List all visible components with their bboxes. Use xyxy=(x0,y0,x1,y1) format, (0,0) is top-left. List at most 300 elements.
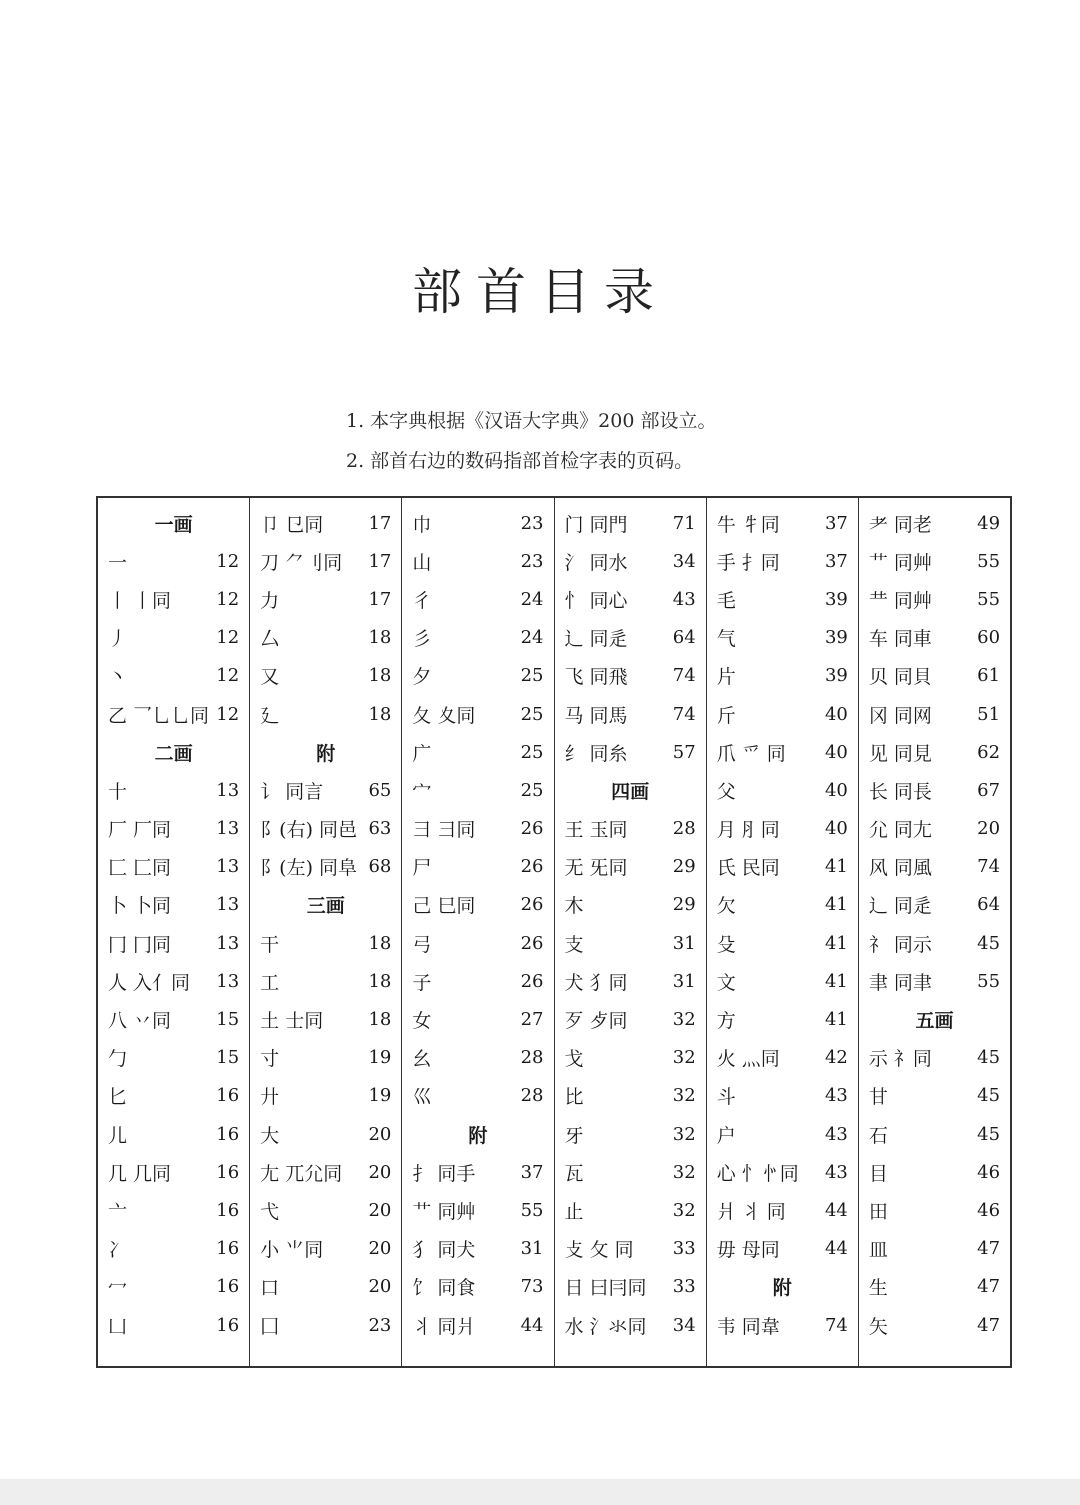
radical-label: 冖 xyxy=(108,1277,128,1300)
radical-entry xyxy=(565,1268,696,1306)
page-number: 47 xyxy=(977,1314,1001,1336)
page-number: 60 xyxy=(977,627,1001,649)
radical-label: 乙 乛乚乚同 xyxy=(108,704,210,727)
radical-entry xyxy=(717,1077,848,1115)
radical-label: 忄 同心 xyxy=(564,589,628,612)
index-column xyxy=(402,498,554,1366)
page-number: 18 xyxy=(368,665,392,687)
page-number: 37 xyxy=(824,550,848,572)
radical-label: 石 xyxy=(868,1124,888,1147)
radical-entry xyxy=(869,542,1000,580)
radical-label: 见 同見 xyxy=(868,742,932,765)
radical-label: 牛 牜同 xyxy=(716,513,780,536)
radical-entry xyxy=(260,1039,391,1077)
radical-entry xyxy=(565,695,696,733)
page-number: 33 xyxy=(672,1276,696,1298)
page-number: 26 xyxy=(520,932,544,954)
index-column xyxy=(555,498,707,1366)
page-number: 12 xyxy=(216,627,240,649)
page-number: 20 xyxy=(368,1199,392,1221)
radical-label: 火 灬同 xyxy=(716,1048,780,1071)
index-column xyxy=(250,498,402,1366)
page-number: 44 xyxy=(824,1238,848,1260)
radical-entry xyxy=(412,580,543,618)
radical-label: 毛 xyxy=(716,589,736,612)
page-number: 15 xyxy=(216,1047,240,1069)
index-column xyxy=(859,498,1010,1366)
page-number: 41 xyxy=(824,856,848,878)
radical-label: 弋 xyxy=(260,1200,280,1223)
radical-label: 巛 xyxy=(412,1086,432,1109)
radical-entry xyxy=(717,810,848,848)
bottom-bar xyxy=(0,1479,1080,1505)
page-number: 19 xyxy=(368,1085,392,1107)
radical-label: 风 同風 xyxy=(868,857,932,880)
radical-entry xyxy=(412,1153,543,1191)
radical-entry xyxy=(260,657,391,695)
radical-entry xyxy=(565,886,696,924)
radical-entry xyxy=(412,1306,543,1344)
page-number: 32 xyxy=(672,1009,696,1031)
radical-entry xyxy=(260,848,391,886)
page-number: 16 xyxy=(216,1199,240,1221)
radical-entry xyxy=(412,1230,543,1268)
radical-entry xyxy=(412,657,543,695)
radical-label: 土 士同 xyxy=(260,1010,324,1033)
radical-entry xyxy=(869,1039,1000,1077)
stroke-group-header: 二画 xyxy=(154,742,193,765)
radical-label: 广 xyxy=(412,742,432,765)
radical-label: 凵 xyxy=(108,1315,128,1338)
note-1: 1. 本字典根据《汉语大字典》200 部设立。 xyxy=(346,410,717,432)
page-number: 55 xyxy=(977,588,1001,610)
radical-entry xyxy=(260,695,391,733)
radical-label: 冈 同网 xyxy=(868,704,932,727)
radical-label: 辶 同辵 xyxy=(868,895,932,918)
radical-label: 冫 xyxy=(108,1239,128,1262)
page-number: 20 xyxy=(368,1276,392,1298)
radical-entry xyxy=(869,810,1000,848)
radical-entry xyxy=(260,810,391,848)
radical-label: 木 xyxy=(564,895,584,918)
stroke-group-header: 附 xyxy=(316,742,336,765)
page-number: 28 xyxy=(520,1047,544,1069)
page-number: 26 xyxy=(520,894,544,916)
radical-entry xyxy=(412,848,543,886)
radical-entry xyxy=(260,619,391,657)
radical-label: 彐 ⺕同 xyxy=(412,819,476,842)
page-number: 55 xyxy=(977,550,1001,572)
radical-entry xyxy=(260,771,391,809)
page-number: 20 xyxy=(368,1238,392,1260)
page-number: 32 xyxy=(672,1047,696,1069)
radical-entry xyxy=(565,580,696,618)
page-number: 46 xyxy=(977,1199,1001,1221)
radical-entry xyxy=(869,1306,1000,1344)
page-number: 16 xyxy=(216,1276,240,1298)
page-number: 64 xyxy=(977,894,1001,916)
radical-label: 欠 xyxy=(716,895,736,918)
radical-entry xyxy=(717,504,848,542)
radical-entry xyxy=(717,962,848,1000)
page-number: 18 xyxy=(368,970,392,992)
radical-label: 尢 兀尣同 xyxy=(260,1162,343,1185)
radical-entry xyxy=(717,657,848,695)
radical-entry xyxy=(565,1000,696,1038)
radical-label: 干 xyxy=(260,933,280,956)
page-number: 40 xyxy=(824,703,848,725)
page-number: 12 xyxy=(216,550,240,572)
page-number: 16 xyxy=(216,1161,240,1183)
radical-entry xyxy=(108,1191,239,1229)
radical-label: 爪 爫 同 xyxy=(716,742,786,765)
radical-entry xyxy=(260,924,391,962)
page-number: 67 xyxy=(977,779,1001,801)
index-column xyxy=(707,498,859,1366)
page-number: 16 xyxy=(216,1314,240,1336)
radical-entry xyxy=(869,1191,1000,1229)
radical-label: 爿 丬 同 xyxy=(716,1200,786,1223)
radical-entry xyxy=(717,1039,848,1077)
radical-entry xyxy=(717,1115,848,1153)
page-number: 41 xyxy=(824,932,848,954)
radical-entry xyxy=(260,1191,391,1229)
page-number: 62 xyxy=(977,741,1001,763)
page-number: 57 xyxy=(672,741,696,763)
page-number: 18 xyxy=(368,627,392,649)
page-number: 31 xyxy=(520,1238,544,1260)
page-number: 31 xyxy=(672,932,696,954)
radical-entry xyxy=(412,1039,543,1077)
radical-label: 斗 xyxy=(716,1086,736,1109)
radical-entry xyxy=(260,1153,391,1191)
radical-label: 辶 同辵 xyxy=(564,628,628,651)
page-number: 25 xyxy=(520,779,544,801)
radical-entry xyxy=(108,619,239,657)
page-number: 16 xyxy=(216,1085,240,1107)
radical-label: 幺 xyxy=(412,1048,432,1071)
radical-label: 人 入亻同 xyxy=(108,971,191,994)
radical-label: 贝 同貝 xyxy=(868,666,932,689)
radical-entry xyxy=(565,733,696,771)
radical-label: 力 xyxy=(260,589,280,612)
stroke-group-header: 附 xyxy=(468,1124,488,1147)
page-number: 34 xyxy=(672,550,696,572)
radical-label: 甘 xyxy=(868,1086,888,1109)
page-number: 32 xyxy=(672,1123,696,1145)
radical-label: 刀 ⺈刂同 xyxy=(260,551,343,574)
radical-label: 聿 同聿 xyxy=(868,971,932,994)
radical-entry xyxy=(260,1077,391,1115)
radical-label: 支 xyxy=(564,933,584,956)
radical-label: 纟 同糸 xyxy=(564,742,628,765)
radical-entry xyxy=(412,886,543,924)
stroke-group-header: 三画 xyxy=(306,895,345,918)
radical-entry xyxy=(412,1191,543,1229)
page-number: 39 xyxy=(824,588,848,610)
radical-label: 艹 同艸 xyxy=(412,1200,476,1223)
page-number: 16 xyxy=(216,1123,240,1145)
radical-entry xyxy=(108,1230,239,1268)
radical-entry xyxy=(565,848,696,886)
radical-entry xyxy=(412,1268,543,1306)
page-number: 28 xyxy=(520,1085,544,1107)
radical-label: 廴 xyxy=(260,704,280,727)
page-number: 74 xyxy=(977,856,1001,878)
stroke-group-header: 附 xyxy=(772,1277,792,1300)
page-number: 20 xyxy=(368,1161,392,1183)
page-number: 25 xyxy=(520,741,544,763)
page-number: 44 xyxy=(520,1314,544,1336)
page-number: 40 xyxy=(824,818,848,840)
radical-entry xyxy=(412,1000,543,1038)
radical-entry xyxy=(869,580,1000,618)
radical-label: 王 玉同 xyxy=(564,819,628,842)
radical-entry xyxy=(108,1115,239,1153)
page-number: 12 xyxy=(216,703,240,725)
page-number: 37 xyxy=(824,512,848,534)
radical-label: 手 扌同 xyxy=(716,551,780,574)
page-number: 32 xyxy=(672,1161,696,1183)
page-number: 17 xyxy=(368,512,392,534)
page-number: 47 xyxy=(977,1276,1001,1298)
radical-label: 礻 同示 xyxy=(868,933,932,956)
page-number: 40 xyxy=(824,741,848,763)
radical-entry xyxy=(412,771,543,809)
radical-entry xyxy=(260,542,391,580)
radical-entry xyxy=(260,580,391,618)
page-number: 74 xyxy=(672,665,696,687)
radical-entry xyxy=(565,542,696,580)
radical-label: 毋 母同 xyxy=(716,1239,780,1262)
radical-label: 文 xyxy=(716,971,736,994)
radical-label: 心 忄㣺同 xyxy=(716,1162,799,1185)
radical-entry xyxy=(717,542,848,580)
radical-entry xyxy=(108,657,239,695)
page-number: 40 xyxy=(824,779,848,801)
radical-entry xyxy=(869,924,1000,962)
page-number: 32 xyxy=(672,1199,696,1221)
radical-entry xyxy=(412,504,543,542)
page-number: 32 xyxy=(672,1085,696,1107)
radical-label: 龷 同艸 xyxy=(868,589,932,612)
radical-label: 夂 夊同 xyxy=(412,704,476,727)
radical-entry xyxy=(412,619,543,657)
page-number: 18 xyxy=(368,703,392,725)
radical-entry xyxy=(565,924,696,962)
radical-label: 又 xyxy=(260,666,280,689)
radical-label: 十 xyxy=(108,780,128,803)
page-number: 23 xyxy=(368,1314,392,1336)
page-number: 27 xyxy=(520,1009,544,1031)
page-number: 13 xyxy=(216,894,240,916)
radical-entry xyxy=(717,580,848,618)
stroke-group-header: 四画 xyxy=(611,780,650,803)
radical-label: 攴 攵 同 xyxy=(564,1239,634,1262)
radical-label: 弓 xyxy=(412,933,432,956)
radical-entry xyxy=(412,1077,543,1115)
radical-entry xyxy=(108,1000,239,1038)
radical-label: 月 ⺼同 xyxy=(716,819,780,842)
radical-label: 匚 匚同 xyxy=(108,857,172,880)
radical-label: 大 xyxy=(260,1124,280,1147)
page-number: 16 xyxy=(216,1238,240,1260)
radical-entry xyxy=(412,542,543,580)
radical-entry xyxy=(108,580,239,618)
radical-label: 车 同車 xyxy=(868,628,932,651)
radical-label: 门 同門 xyxy=(564,513,628,536)
radical-entry xyxy=(565,962,696,1000)
radical-label: 丿 xyxy=(108,628,128,651)
radical-entry xyxy=(869,695,1000,733)
radical-entry xyxy=(108,1306,239,1344)
radical-label: 丶 xyxy=(108,666,128,689)
radical-entry xyxy=(108,962,239,1000)
radical-label: 女 xyxy=(412,1010,432,1033)
radical-entry xyxy=(869,886,1000,924)
page-number: 29 xyxy=(672,856,696,878)
page-number: 45 xyxy=(977,932,1001,954)
radical-label: 日 曰冃同 xyxy=(564,1277,647,1300)
stroke-group-header: 一画 xyxy=(154,513,193,536)
radical-entry xyxy=(717,771,848,809)
page-number: 17 xyxy=(368,588,392,610)
page-number: 34 xyxy=(672,1314,696,1336)
page-number: 33 xyxy=(672,1238,696,1260)
radical-label: 丨 丨同 xyxy=(108,589,172,612)
page-number: 68 xyxy=(368,856,392,878)
page-number: 20 xyxy=(368,1123,392,1145)
radical-label: 瓦 xyxy=(564,1162,584,1185)
radical-label: 小 ⺌同 xyxy=(260,1239,324,1262)
radical-entry xyxy=(108,848,239,886)
page-number: 15 xyxy=(216,1009,240,1031)
page-number: 31 xyxy=(672,970,696,992)
radical-entry xyxy=(869,848,1000,886)
radical-label: 示 礻同 xyxy=(868,1048,932,1071)
index-column xyxy=(98,498,250,1366)
radical-entry xyxy=(717,848,848,886)
radical-entry xyxy=(717,886,848,924)
radical-entry xyxy=(412,810,543,848)
radical-entry xyxy=(260,1268,391,1306)
radical-label: 廾 xyxy=(260,1086,280,1109)
radical-label: 艹 同艸 xyxy=(868,551,932,574)
radical-label: 耂 同老 xyxy=(868,513,932,536)
page-number: 61 xyxy=(977,665,1001,687)
page-number: 13 xyxy=(216,779,240,801)
radical-label: 皿 xyxy=(868,1239,888,1262)
radical-label: 止 xyxy=(564,1200,584,1223)
radical-label: 气 xyxy=(716,628,736,651)
page-number: 18 xyxy=(368,932,392,954)
page-number: 74 xyxy=(824,1314,848,1336)
radical-entry xyxy=(565,504,696,542)
radical-entry xyxy=(108,1268,239,1306)
radical-label: 长 同長 xyxy=(868,780,932,803)
radical-entry xyxy=(260,1306,391,1344)
radical-label: 矢 xyxy=(868,1315,888,1338)
page-number: 28 xyxy=(672,818,696,840)
radical-entry xyxy=(565,1153,696,1191)
radical-label: 氏 民同 xyxy=(716,857,780,880)
radical-entry xyxy=(108,810,239,848)
radical-entry xyxy=(869,504,1000,542)
page-number: 26 xyxy=(520,818,544,840)
radical-label: 几 几同 xyxy=(108,1162,172,1185)
radical-label: 彳 xyxy=(412,589,432,612)
radical-entry xyxy=(717,1230,848,1268)
page-number: 43 xyxy=(672,588,696,610)
radical-label: 尣 同尢 xyxy=(868,819,932,842)
radical-entry xyxy=(260,1230,391,1268)
radical-entry xyxy=(260,504,391,542)
radical-entry xyxy=(108,1077,239,1115)
page-number: 44 xyxy=(824,1199,848,1221)
radical-entry xyxy=(717,619,848,657)
radical-label: 寸 xyxy=(260,1048,280,1071)
page-number: 17 xyxy=(368,550,392,572)
page-number: 41 xyxy=(824,894,848,916)
page-number: 51 xyxy=(977,703,1001,725)
radical-entry xyxy=(565,657,696,695)
page-number: 46 xyxy=(977,1161,1001,1183)
page-number: 19 xyxy=(368,1047,392,1069)
page-number: 39 xyxy=(824,665,848,687)
radical-index-table xyxy=(96,496,1012,1368)
radical-entry xyxy=(260,1000,391,1038)
radical-label: 犬 犭同 xyxy=(564,971,628,994)
page-number: 43 xyxy=(824,1161,848,1183)
radical-label: 卩 㔾同 xyxy=(260,513,324,536)
radical-entry xyxy=(565,1039,696,1077)
radical-label: 马 同馬 xyxy=(564,704,628,727)
page-number: 42 xyxy=(824,1047,848,1069)
radical-label: 己 巳同 xyxy=(412,895,476,918)
radical-label: 厶 xyxy=(260,628,280,651)
radical-label: 一 xyxy=(108,551,128,574)
radical-label: 犭 同犬 xyxy=(412,1239,476,1262)
page-number: 45 xyxy=(977,1085,1001,1107)
radical-label: 厂 厂同 xyxy=(108,819,172,842)
radical-label: 目 xyxy=(868,1162,888,1185)
radical-entry xyxy=(717,1191,848,1229)
radical-entry xyxy=(869,1268,1000,1306)
page-title: 部首目录 xyxy=(412,263,668,321)
radical-entry xyxy=(108,1153,239,1191)
page-number: 13 xyxy=(216,970,240,992)
page-number: 43 xyxy=(824,1085,848,1107)
radical-label: 父 xyxy=(716,780,736,803)
radical-entry xyxy=(717,924,848,962)
radical-label: 口 xyxy=(260,1277,280,1300)
page-number: 43 xyxy=(824,1123,848,1145)
radical-label: 卜 卜同 xyxy=(108,895,172,918)
radical-entry xyxy=(869,1230,1000,1268)
radical-label: 阝(左) 同阜 xyxy=(260,857,358,880)
page-number: 25 xyxy=(520,665,544,687)
radical-label: 夕 xyxy=(412,666,432,689)
page-number: 55 xyxy=(977,970,1001,992)
page-number: 24 xyxy=(520,627,544,649)
radical-label: 匕 xyxy=(108,1086,128,1109)
page-number: 55 xyxy=(520,1199,544,1221)
radical-entry xyxy=(412,695,543,733)
radical-label: 宀 xyxy=(412,780,432,803)
page-number: 29 xyxy=(672,894,696,916)
radical-label: 讠 同言 xyxy=(260,780,324,803)
radical-label: 比 xyxy=(564,1086,584,1109)
